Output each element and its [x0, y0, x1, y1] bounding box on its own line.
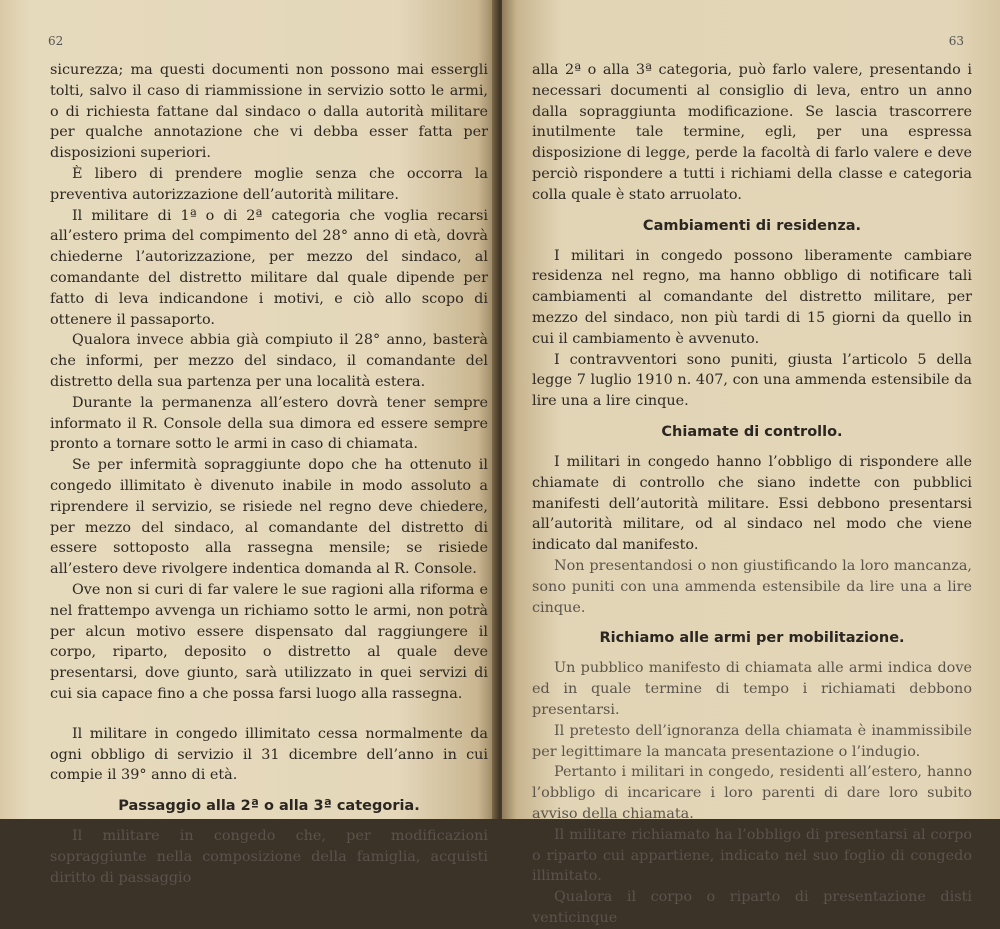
paragraph: Il militare richiamato ha l’obbligo di presentarsi al corpo o riparto cui appartiene, indicato nel suo foglio di congedo illimitato.	[532, 826, 972, 885]
paragraph: Il pretesto dell’ignoranza della chiamata è inammissibile per legittimare la mancata presentazione o l’indugio.	[532, 722, 972, 760]
paragraph: Il militare in congedo che, per modificazioni sopraggiunte nella composizione della famiglia, acquisti diritto di passaggio	[50, 828, 488, 886]
paragraph: alla 2ª o alla 3ª categoria, può farlo valere, presentando i necessari documenti al consiglio di leva, entro un anno dalla sopraggiunta modificazione. Se lascia trascorrere inutilmente tale termine, egli, per una espressa disposizione di legge, perde la facoltà di farlo valere e deve perciò rispondere a tutti i richiami della classe e categoria colla quale è stato arruolato.	[532, 62, 972, 203]
paragraph: È libero di prendere moglie senza che occorra la preventiva autorizzazione dell’autorità militare.	[50, 165, 488, 203]
paragraph: I contravventori sono puniti, giusta l’articolo 5 della legge 7 luglio 1910 n. 407, con una ammenda estensibile da lire una a lire cinque.	[532, 351, 972, 410]
paragraph: Non presentandosi o non giustificando la loro mancanza, sono puniti con una ammenda estensibile da lire una a lire cinque.	[532, 557, 972, 616]
page-body	[532, 60, 972, 929]
page-number: 63	[948, 34, 964, 48]
paragraph: Pertanto i militari in congedo, residenti all’estero, hanno l’obbligo di incaricare i loro parenti di dare loro subito avviso della chiamata.	[532, 764, 972, 822]
section-heading: Passaggio alla 2ª o alla 3ª categoria.	[118, 798, 420, 815]
paragraph: Il militare di 1ª o di 2ª categoria che voglia recarsi all’estero prima del compimento del 28° anno di età, dovrà chiederne l’autorizzazione, per mezzo del sindaco, al comandante del distretto militare dal quale dipende per fatto di leva indicandone i motivi, e ciò allo scopo di ottenere il passaporto.	[50, 207, 488, 328]
paragraph: Un pubblico manifesto di chiamata alle armi indica dove ed in quale termine di tempo i richiamati debbono presentarsi.	[532, 660, 972, 718]
paragraph: Ove non si curi di far valere le sue ragioni alla riforma e nel frattempo avvenga un richiamo sotto le armi, non potrà per alcun motivo essere dispensato dal raggiungere il corpo, riparto, deposito o distretto al quale deve presentarsi, dove giunto, sarà utilizzato in quei servizi di cui sia capace fino a che possa farsi luogo alla rassegna.	[50, 581, 488, 702]
page-number: 62	[48, 34, 64, 48]
paragraph: Se per infermità sopraggiunte dopo che ha ottenuto il congedo illimitato è divenuto inabile in modo assoluto a riprendere il servizio, se risiede nel regno deve chiedere, per mezzo del sindaco, al comandante del distretto di essere sottoposto alla rassegna mensile; se risiede all’estero deve rivolgere indentica domanda al R. Console.	[50, 457, 488, 578]
paragraph: I militari in congedo possono liberamente cambiare residenza nel regno, ma hanno obbligo di notificare tali cambiamenti al comandante del distretto militare, per mezzo del sindaco, non più tardi di 15 giorni da quello in cui il cambiamento è avvenuto.	[532, 247, 972, 347]
paragraph: I militari in congedo hanno l’obbligo di rispondere alle chiamate di controllo che siano indette con pubblici manifesti dell’autorità militare. Essi debbono presentarsi all’autorità militare, od al sindaco nel modo che viene indicato dal manifesto.	[532, 453, 972, 554]
paragraph: Qualora il corpo o riparto di presentazione disti venticinque	[532, 889, 972, 926]
paragraph: Durante la permanenza all’estero dovrà tener sempre informato il R. Console della sua dimora ed essere sempre pronto a tornare sotto le armi in caso di chiamata.	[50, 394, 488, 453]
page-body	[50, 60, 488, 888]
left-page	[0, 0, 498, 886]
paragraph: sicurezza; ma questi documenti non possono mai essergli tolti, salvo il caso di riammissione in servizio sotto le armi, o di richiesta fattane dal sindaco o dalla autorità militare per qualche annotazione che vi debba esser fatta per disposizioni superiori.	[50, 62, 488, 162]
section-heading: Cambiamenti di residenza.	[642, 217, 862, 234]
paragraph: Il militare in congedo illimitato cessa normalmente da ogni obbligo di servizio il 31 dicembre dell’anno in cui compie il 39° anno di età.	[50, 725, 488, 784]
section-heading: Chiamate di controllo.	[661, 423, 843, 440]
paragraph: Qualora invece abbia già compiuto il 28° anno, basterà che informi, per mezzo del sindaco, il comandante del distretto della sua partenza per una località estera.	[50, 332, 488, 390]
right-page	[502, 0, 1000, 926]
section-heading: Richiamo alle armi per mobilitazione.	[599, 630, 905, 647]
